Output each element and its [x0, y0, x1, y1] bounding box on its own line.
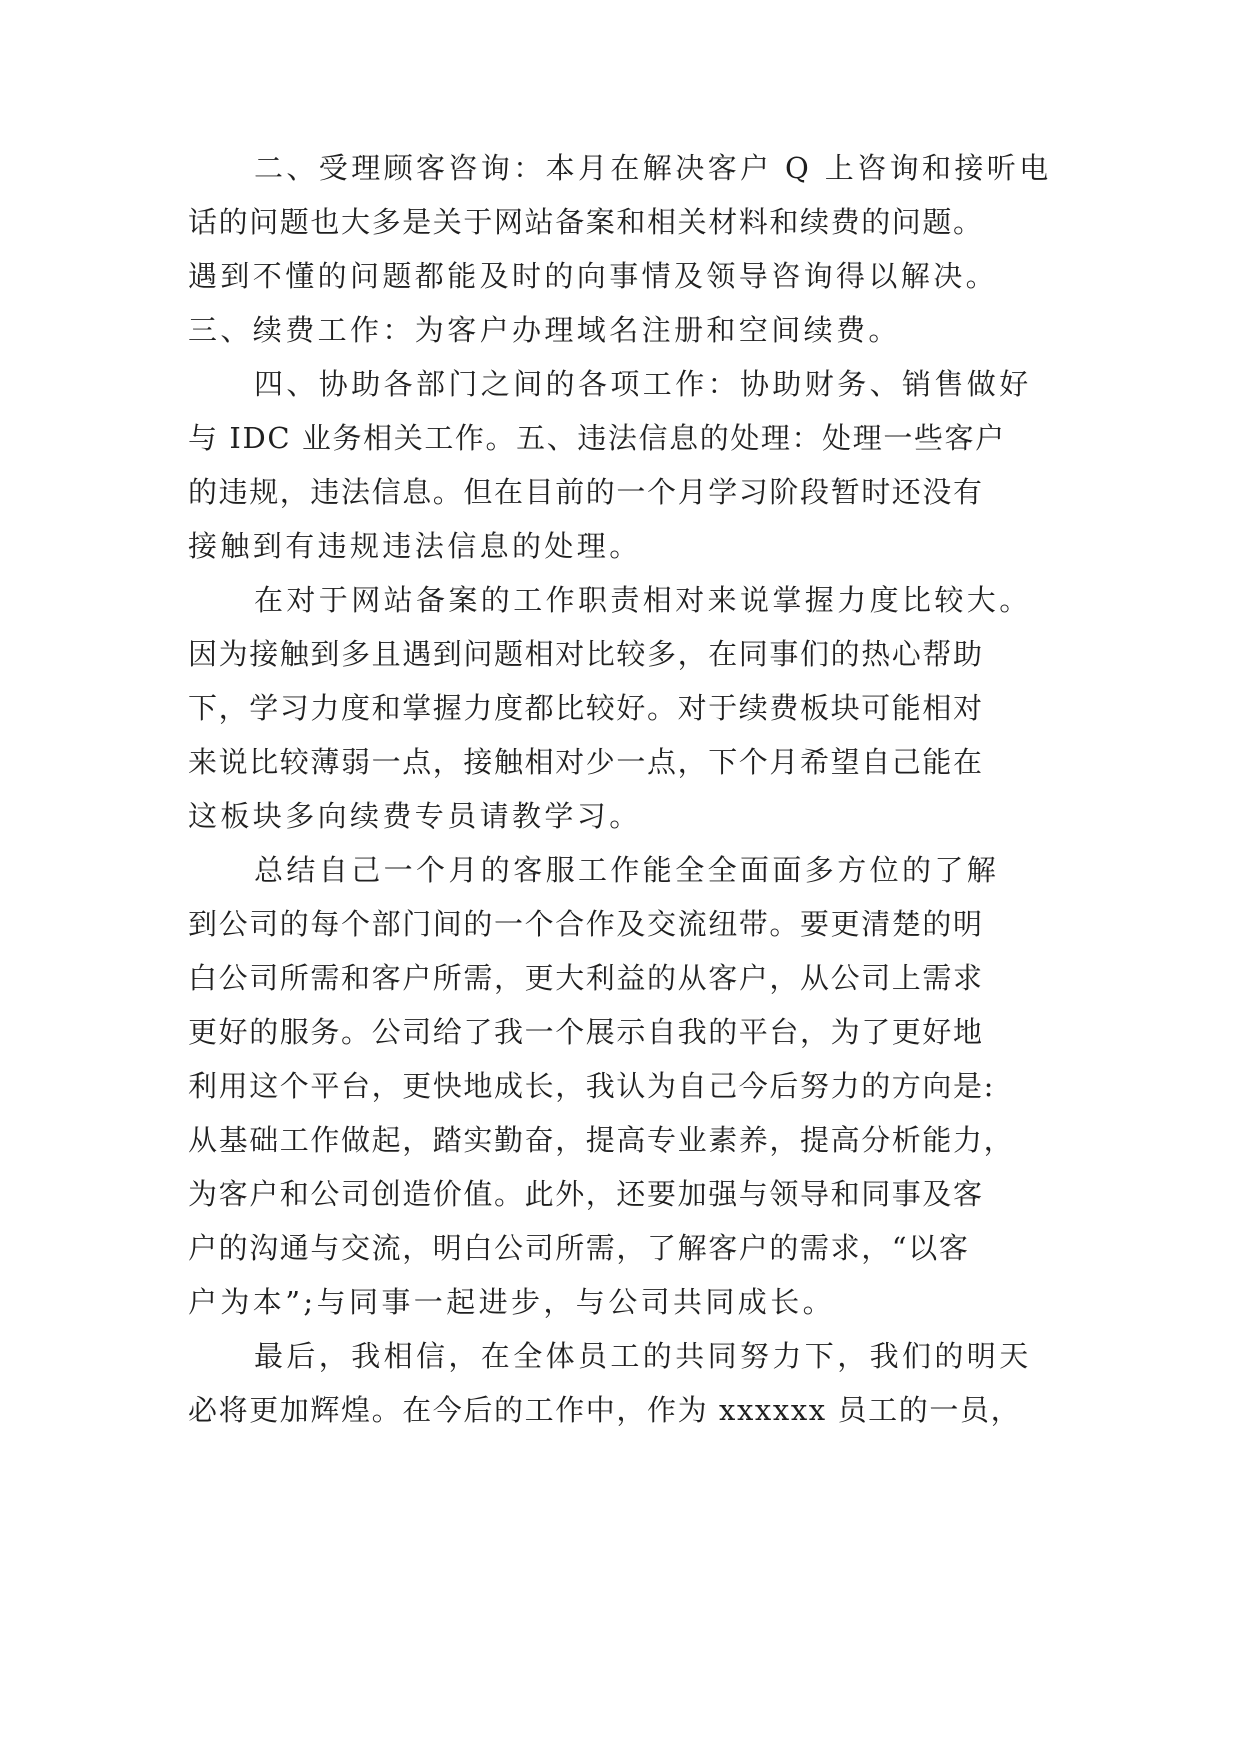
text-line: 到公司的每个部门间的一个合作及交流纽带。要更清楚的明	[188, 907, 984, 941]
text-line: 因为接触到多且遇到问题相对比较多，在同事们的热心帮助	[188, 637, 984, 671]
text-line: 话的问题也大多是关于网站备案和相关材料和续费的问题。	[188, 205, 984, 239]
text-line: 最后，我相信，在全体员工的共同努力下，我们的明天	[254, 1339, 1032, 1373]
text-line: 为客户和公司创造价值。此外，还要加强与领导和同事及客	[188, 1177, 984, 1211]
text-line: 下，学习力度和掌握力度都比较好。对于续费板块可能相对	[188, 691, 984, 725]
text-line: 总结自己一个月的客服工作能全全面面多方位的了解	[254, 853, 1000, 887]
text-line: 必将更加辉煌。在今后的工作中，作为 xxxxxx 员工的一员，	[188, 1393, 1022, 1427]
text-line: 利用这个平台，更快地成长，我认为自己今后努力的方向是:	[188, 1069, 995, 1103]
text-line: 遇到不懂的问题都能及时的向事情及领导咨询得以解决。	[188, 259, 999, 293]
text-line: 四、协助各部门之间的各项工作：协助财务、销售做好	[254, 367, 1032, 401]
text-line: 与 IDC 业务相关工作。五、违法信息的处理：处理一些客户	[188, 421, 1006, 455]
text-line: 更好的服务。公司给了我一个展示自我的平台，为了更好地	[188, 1015, 984, 1049]
text-line: 从基础工作做起，踏实勤奋，提高专业素养，提高分析能力，	[188, 1123, 1015, 1157]
text-line: 白公司所需和客户所需，更大利益的从客户，从公司上需求	[188, 961, 984, 995]
text-line: 的违规，违法信息。但在目前的一个月学习阶段暂时还没有	[188, 475, 984, 509]
text-line: 在对于网站备案的工作职责相对来说掌握力度比较大。	[254, 583, 1032, 617]
text-line: 户为本”;与同事一起进步，与公司共同成长。	[188, 1285, 835, 1319]
text-line: 三、续费工作：为客户办理域名注册和空间续费。	[188, 313, 901, 347]
text-line: 来说比较薄弱一点，接触相对少一点，下个月希望自己能在	[188, 745, 984, 779]
text-line: 这板块多向续费专员请教学习。	[188, 799, 642, 833]
text-line: 接触到有违规违法信息的处理。	[188, 529, 642, 563]
text-line: 二、受理顾客咨询：本月在解决客户 Q 上咨询和接听电	[254, 151, 1052, 185]
text-line: 户的沟通与交流，明白公司所需，了解客户的需求，“以客	[188, 1231, 970, 1265]
